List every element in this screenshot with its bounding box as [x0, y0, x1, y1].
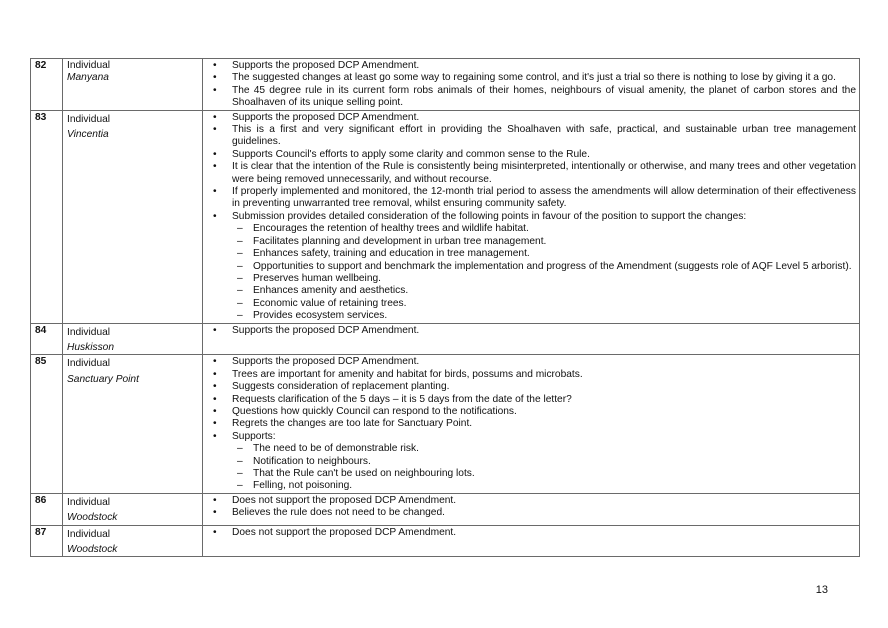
dash-subpoint: – Preserves human wellbeing. — [232, 273, 856, 285]
submission-number: 86 — [31, 493, 63, 525]
bullet-point: • The suggested changes at least go some way to regaining some control, and it's just a trial so there is nothing to lose by giving it a go. — [207, 72, 856, 84]
dash-subpoint: – Facilitates planning and development in urban tree management. — [232, 236, 856, 248]
dash-subpoint: – Encourages the retention of healthy trees and wildlife habitat. — [232, 223, 856, 235]
submission-points — [203, 525, 860, 557]
submitter-location: Vincentia — [67, 129, 109, 141]
dash-subpoint: – Economic value of retaining trees. — [232, 298, 856, 310]
dash-subpoint: – Provides ecosystem services. — [232, 310, 856, 322]
dash-subpoint: – Enhances safety, training and education in tree management. — [232, 248, 856, 260]
bullet-point: • Supports the proposed DCP Amendment. — [207, 325, 856, 337]
bullet-point: • Supports the proposed DCP Amendment. — [207, 60, 856, 72]
bullet-point: • Does not support the proposed DCP Amendment. — [207, 495, 856, 507]
submission-points — [203, 493, 860, 525]
dash-subpoint: – That the Rule can't be used on neighbouring lots. — [232, 468, 856, 480]
submissions-table — [30, 58, 860, 557]
submitter-type: Individual — [67, 60, 111, 71]
submission-points — [203, 323, 860, 355]
bullet-point: • Supports the proposed DCP Amendment. — [207, 112, 856, 124]
dash-subpoint: – The need to be of demonstrable risk. — [232, 443, 856, 455]
page-number: 13 — [815, 584, 828, 596]
submitter-type: Individual — [67, 326, 111, 338]
bullet-point: • It is clear that the intention of the Rule is consistently being misinterpreted, intentionally or otherwise, and many trees and other vegetation were being removed unnecessarily, and without recourse. — [207, 161, 856, 186]
bullet-point: • If properly implemented and monitored, the 12-month trial period to assess the amendments will allow determination of their effectiveness in preventing unwarranted tree removal, whilst ensuring community safety. — [207, 186, 856, 211]
submission-number: 85 — [31, 355, 63, 493]
submission-points — [203, 110, 860, 323]
submitter-type: Individual — [67, 358, 111, 370]
dash-subpoint: – Notification to neighbours. — [232, 456, 856, 468]
bullet-point: • Requests clarification of the 5 days – it is 5 days from the date of the letter? — [207, 394, 856, 406]
submission-number: 83 — [31, 110, 63, 323]
bullet-point: • This is a first and very significant effort in providing the Shoalhaven with safe, practical, and sustainable urban tree management guidelines. — [207, 124, 856, 149]
submitter-cell — [63, 355, 203, 493]
bullet-point-text: Supports: — [232, 430, 276, 442]
submission-points — [203, 59, 860, 111]
bullet-point: • Supports Council's efforts to apply some clarity and common sense to the Rule. — [207, 149, 856, 161]
bullet-point: • Regrets the changes are too late for Sanctuary Point. — [207, 418, 856, 430]
bullet-point — [207, 431, 856, 493]
submitter-cell — [63, 59, 203, 111]
submitter-location: Sanctuary Point — [67, 373, 139, 385]
submission-number: 87 — [31, 525, 63, 557]
submitter-cell — [63, 323, 203, 355]
bullet-point: • Believes the rule does not need to be changed. — [207, 507, 856, 519]
bullet-point-text: Submission provides detailed consideration of the following points in favour of the position to support the changes: — [232, 210, 747, 222]
submitter-cell — [63, 110, 203, 323]
submitter-cell — [63, 493, 203, 525]
bullet-point: • Does not support the proposed DCP Amendment. — [207, 527, 856, 539]
bullet-point: • The 45 degree rule in its current form robs animals of their homes, neighbours of visual amenity, the planet of carbon stores and the Shoalhaven of its unique selling point. — [207, 85, 856, 110]
submitter-location: Manyana — [67, 72, 109, 84]
submitter-type: Individual — [67, 113, 111, 125]
submission-number: 82 — [31, 59, 63, 111]
dash-subpoint: – Felling, not poisoning. — [232, 480, 856, 492]
submitter-type: Individual — [67, 528, 111, 540]
submitter-cell — [63, 525, 203, 557]
table-row — [31, 59, 860, 111]
dash-subpoint: – Enhances amenity and aesthetics. — [232, 285, 856, 297]
submitter-location: Woodstock — [67, 512, 118, 524]
table-row — [31, 493, 860, 525]
dash-subpoint: – Opportunities to support and benchmark the implementation and progress of the Amendment (suggests role of AQF Level 5 arborist). — [232, 261, 856, 273]
bullet-point: • Trees are important for amenity and habitat for birds, possums and microbats. — [207, 369, 856, 381]
table-row — [31, 110, 860, 323]
bullet-point: • Supports the proposed DCP Amendment. — [207, 356, 856, 368]
table-row — [31, 525, 860, 557]
submitter-type: Individual — [67, 496, 111, 508]
submitter-location: Woodstock — [67, 544, 118, 556]
submitter-location: Huskisson — [67, 341, 114, 353]
bullet-point: • Suggests consideration of replacement planting. — [207, 381, 856, 393]
bullet-point: • Questions how quickly Council can respond to the notifications. — [207, 406, 856, 418]
table-row — [31, 323, 860, 355]
submission-points — [203, 355, 860, 493]
table-row — [31, 355, 860, 493]
bullet-point — [207, 211, 856, 323]
submission-number: 84 — [31, 323, 63, 355]
